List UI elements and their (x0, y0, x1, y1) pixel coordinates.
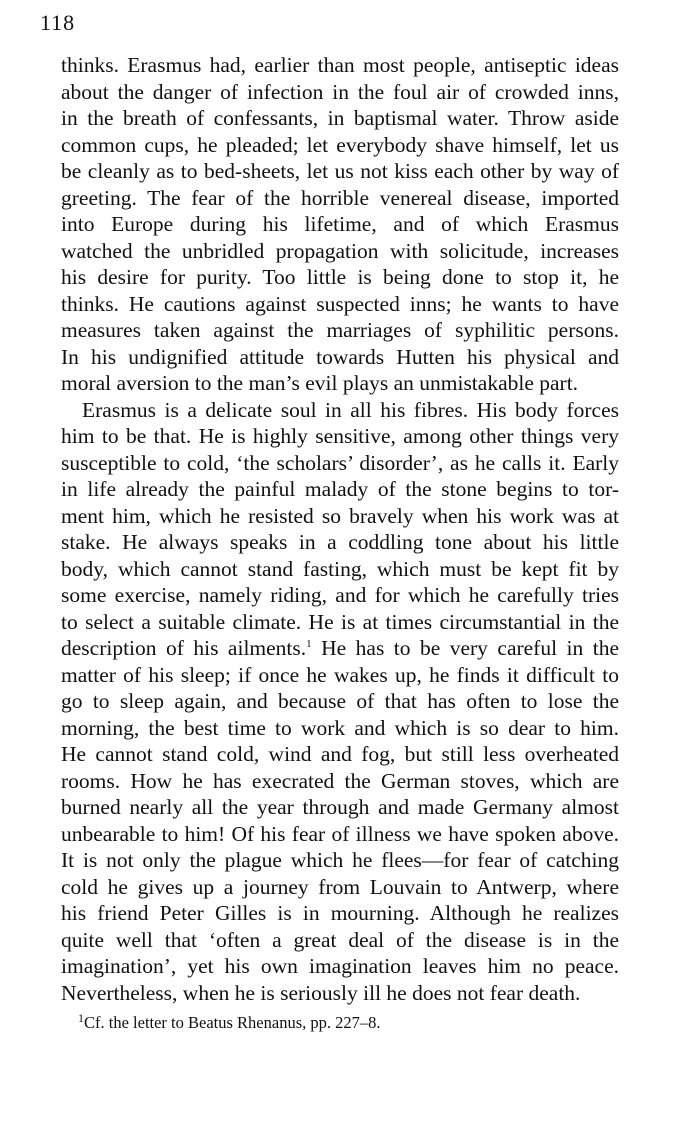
text-line: quite well that ‘often a great deal of the disease is in the (61, 927, 619, 952)
text-line: morning, the best time to work and which is so dear to him. (61, 715, 619, 740)
text-line: be cleanly as to bed-sheets, let us not kiss each other by way of (61, 159, 619, 183)
footnote-reference[interactable]: 1 (306, 638, 312, 650)
text-line: about the danger of infection in the foul air of crowded inns, (61, 79, 619, 104)
text-line: his desire for purity. Too little is being done to stop it, he (61, 265, 619, 289)
text-line: go to sleep again, and because of that has often to lose the (61, 689, 619, 713)
text-line: in the breath of confessants, in baptismal water. Throw aside (61, 106, 619, 130)
body-text (61, 52, 619, 1006)
text-line: common cups, he pleaded; let everybody shave himself, let us (61, 132, 619, 157)
text-line: his friend Peter Gilles is in mourning. Although he realizes (61, 901, 619, 925)
text-line: measures taken against the marriages of syphilitic persons. (61, 318, 619, 342)
text-line: rooms. How he has execrated the German stoves, which are (61, 768, 619, 793)
paragraph-end-line: moral aversion to the man’s evil plays an unmistakable part. (61, 371, 579, 395)
text-line: watched the unbridled propagation with solicitude, increases (61, 238, 619, 263)
footnote-marker: 1 (78, 1011, 84, 1025)
paragraph-end-line: Nevertheless, when he is seriously ill he does not fear death. (61, 980, 581, 1005)
text-line: stake. He always speaks in a coddling tone about his little (61, 530, 619, 554)
text-segment: description of his ailments. (61, 636, 307, 660)
text-line: him to be that. He is highly sensitive, among other things very (61, 424, 619, 448)
text-line: to select a suitable climate. He is at times circumstantial in the (61, 609, 619, 634)
footnote-text: Cf. the letter to Beatus Rhenanus, pp. 227–8. (84, 1013, 381, 1032)
text-line: unbearable to him! Of his fear of illness we have spoken above. (61, 821, 619, 846)
text-line: ment him, which he resisted so bravely when his work was at (61, 503, 619, 528)
text-line: thinks. Erasmus had, earlier than most people, antiseptic ideas (61, 53, 619, 77)
text-line: susceptible to cold, ‘the scholars’ disorder’, as he calls it. Early (61, 450, 619, 475)
text-line: In his undignified attitude towards Hutten his physical and (61, 344, 619, 369)
text-line: He cannot stand cold, wind and fog, but still less overheated (61, 742, 619, 766)
text-line: in life already the painful malady of the stone begins to tor- (61, 477, 619, 501)
text-line: imagination’, yet his own imagination leaves him no peace. (61, 954, 619, 978)
text-line: thinks. He cautions against suspected inns; he wants to have (61, 291, 619, 316)
paragraph-start-line: Erasmus is a delicate soul in all his fibres. His body forces (82, 397, 619, 422)
text-line: matter of his sleep; if once he wakes up, he finds it difficult to (61, 662, 619, 687)
footnote (78, 1012, 381, 1034)
text-line: It is not only the plague which he flees—for fear of catching (61, 848, 619, 872)
text-line: some exercise, namely riding, and for which he carefully tries (61, 583, 619, 607)
text-line: greeting. The fear of the horrible venereal disease, imported (61, 185, 619, 210)
page-number: 118 (40, 10, 76, 35)
text-segment: He has to be very careful in the (311, 636, 619, 660)
text-line: into Europe during his lifetime, and of which Erasmus (61, 212, 619, 236)
text-line: body, which cannot stand fasting, which must be kept fit by (61, 556, 619, 581)
text-line: cold he gives up a journey from Louvain to Antwerp, where (61, 874, 619, 899)
text-line-with-note (61, 635, 619, 662)
text-line: burned nearly all the year through and made Germany almost (61, 795, 619, 819)
